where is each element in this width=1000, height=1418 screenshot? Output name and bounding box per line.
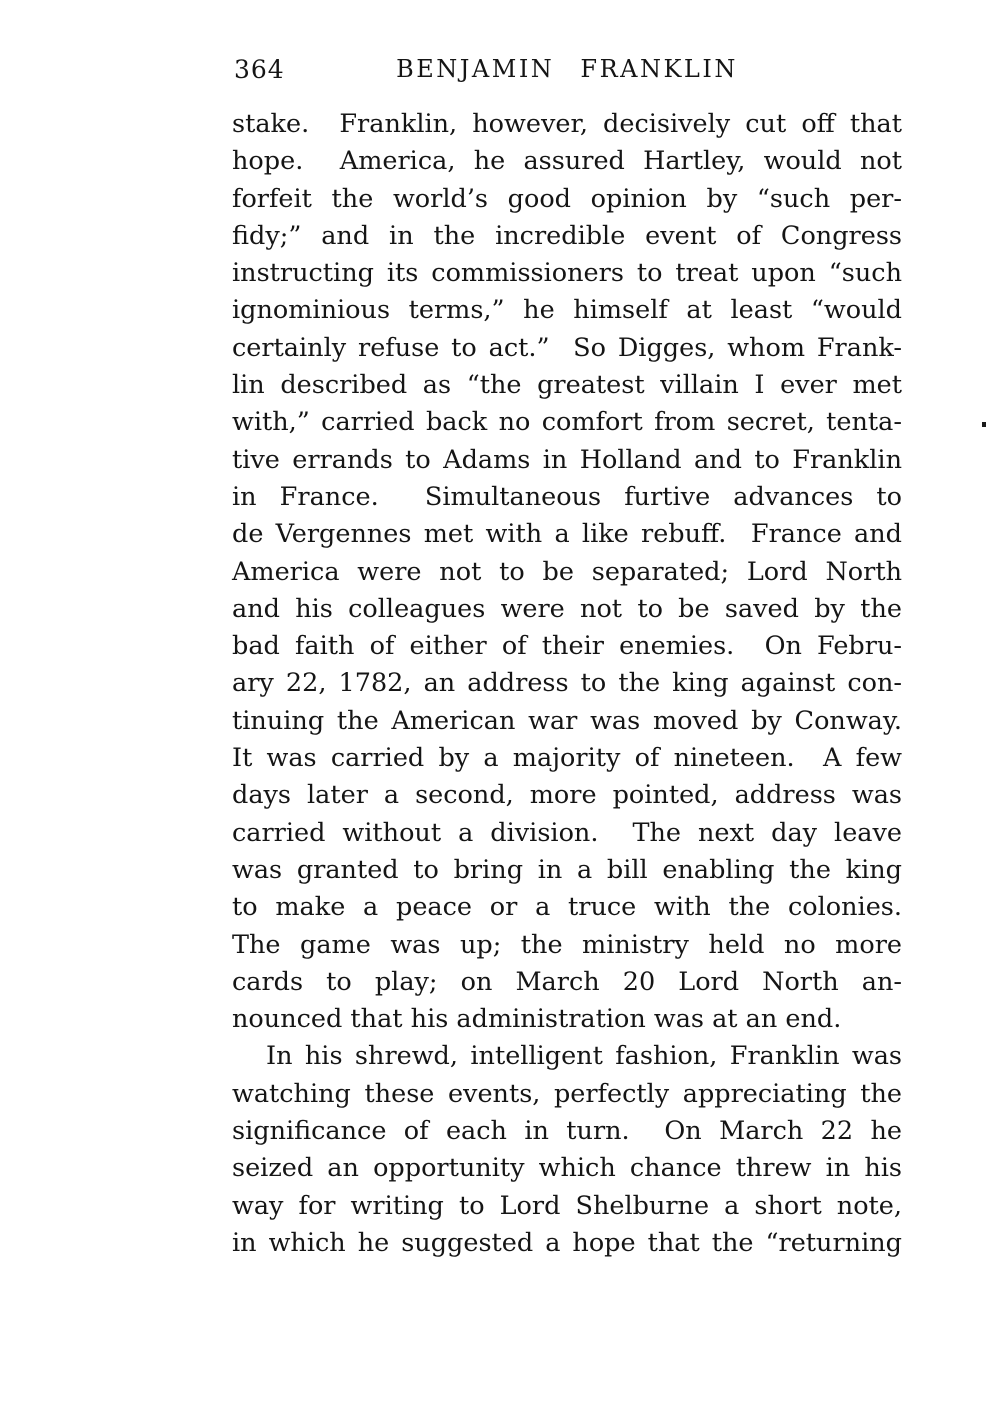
- running-head: [232, 55, 902, 87]
- text-line: fidy;” and in the incredible event of Congress: [232, 220, 902, 251]
- text-line: certainly refuse to act.” So Digges, whom Frank-: [232, 332, 902, 363]
- page-number: 364: [234, 55, 285, 84]
- text-line: carried without a division. The next day leave: [232, 817, 902, 848]
- text-line: instructing its commissioners to treat upon “such: [232, 258, 902, 289]
- page-body: [232, 106, 902, 1262]
- text-line: days later a second, more pointed, address was: [232, 780, 902, 811]
- running-title: BENJAMIN FRANKLIN: [396, 55, 738, 83]
- text-line-paragraph-end: nounced that his administration was at an end.: [232, 1004, 842, 1035]
- text-line: significance of each in turn. On March 22 he: [232, 1116, 902, 1147]
- text-line: forfeit the world’s good opinion by “such per-: [232, 183, 902, 214]
- text-line: in France. Simultaneous furtive advances to: [232, 481, 902, 512]
- text-line: watching these events, perfectly appreciating the: [232, 1078, 902, 1109]
- text-line: with,” carried back no comfort from secret, tenta-: [232, 407, 902, 438]
- text-line: ary 22, 1782, an address to the king against con-: [232, 668, 902, 699]
- text-line: de Vergennes met with a like rebuff. France and: [232, 519, 902, 550]
- text-line: in which he suggested a hope that the “returning: [232, 1227, 902, 1258]
- text-line: It was carried by a majority of nineteen. A few: [232, 743, 902, 774]
- text-line: was granted to bring in a bill enabling the king: [232, 854, 902, 885]
- text-line-paragraph-start: In his shrewd, intelligent fashion, Franklin was: [266, 1041, 902, 1072]
- text-line: tinuing the American war was moved by Conway.: [232, 705, 902, 736]
- text-line: America were not to be separated; Lord North: [232, 556, 902, 587]
- text-line: seized an opportunity which chance threw in his: [232, 1153, 902, 1184]
- text-line: way for writing to Lord Shelburne a short note,: [232, 1190, 902, 1221]
- ink-speck: [982, 422, 986, 427]
- text-line: bad faith of either of their enemies. On Febru-: [232, 631, 902, 662]
- text-line: The game was up; the ministry held no more: [232, 929, 902, 960]
- text-line: to make a peace or a truce with the colonies.: [232, 892, 902, 923]
- text-line: tive errands to Adams in Holland and to Franklin: [232, 444, 902, 475]
- text-line: and his colleagues were not to be saved by the: [232, 593, 902, 624]
- text-line: hope. America, he assured Hartley, would not: [232, 146, 902, 177]
- text-line: cards to play; on March 20 Lord North an-: [232, 966, 902, 997]
- text-line: stake. Franklin, however, decisively cut off that: [232, 109, 902, 139]
- text-line: ignominious terms,” he himself at least “would: [232, 295, 902, 326]
- text-line: lin described as “the greatest villain I ever met: [232, 370, 902, 401]
